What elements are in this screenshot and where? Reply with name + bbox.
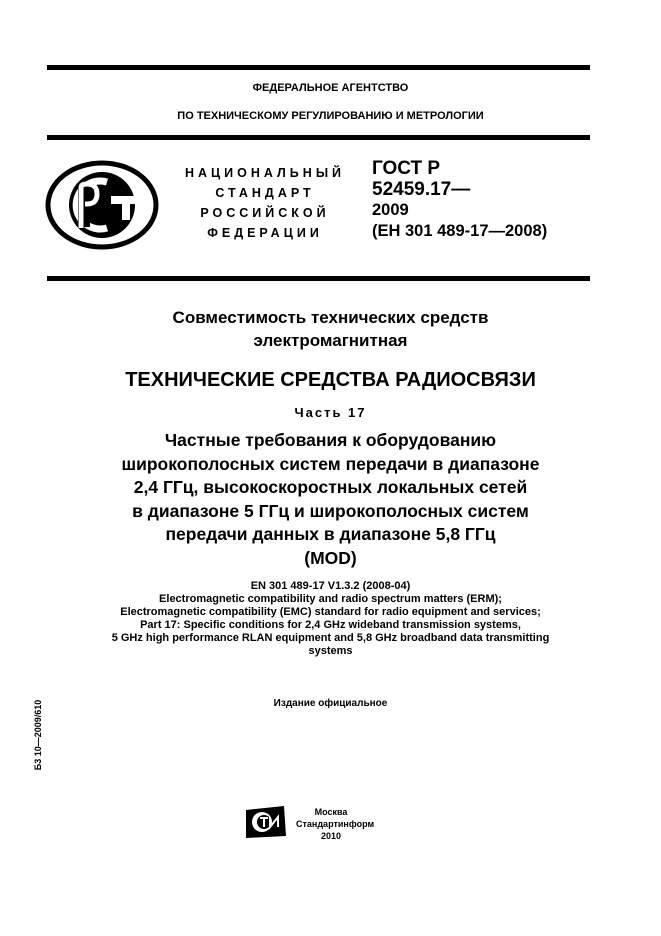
- standard-type: [170, 163, 360, 243]
- title-line: в диапазоне 5 ГГц и широкополосных систем: [132, 500, 529, 521]
- publisher-name: Стандартинформ: [296, 819, 375, 829]
- side-code: Б3 10—2009/610: [33, 699, 43, 771]
- en-line: EN 301 489-17 V1.3.2 (2008-04): [250, 580, 411, 592]
- en-line: Electromagnetic compatibility (EMC) standard for radio equipment and services;: [120, 606, 541, 618]
- standard-type-line: НАЦИОНАЛЬНЫЙ: [184, 166, 346, 180]
- rst-emblem: [45, 160, 160, 250]
- agency-line-2: ПО ТЕХНИЧЕСКОМУ РЕГУЛИРОВАНИЮ И МЕТРОЛОГИИ: [177, 110, 484, 122]
- en-line: systems: [308, 645, 353, 657]
- header-rule: [47, 135, 590, 140]
- en-line: Part 17: Specific conditions for 2,4 GHz wideband transmission systems,: [140, 619, 521, 631]
- designation-rule: [47, 276, 590, 281]
- designation-line: 52459.17—: [372, 179, 471, 200]
- publisher-year: 2010: [320, 831, 342, 841]
- en-line: Electromagnetic compatibility and radio spectrum matters (ERM);: [159, 593, 502, 605]
- title-line: (MOD): [304, 547, 357, 568]
- title-line: широкополосных систем передачи в диапазоне: [121, 453, 540, 474]
- part-title: Часть 17: [294, 405, 367, 420]
- top-rule: [47, 65, 590, 70]
- title-line: Частные требования к оборудованию: [164, 430, 497, 450]
- publisher-imprint: [296, 806, 375, 842]
- standard-type-line: ФЕДЕРАЦИИ: [207, 226, 323, 240]
- title-line: Совместимость технических средств: [172, 308, 489, 327]
- general-title: [0, 306, 661, 352]
- title-line: электромагнитная: [253, 331, 408, 350]
- specific-title: [0, 429, 661, 570]
- main-title: ТЕХНИЧЕСКИЕ СРЕДСТВА РАДИОСВЯЗИ: [125, 369, 536, 391]
- title-line: 2,4 ГГц, высокоскоростных локальных сетей: [133, 477, 528, 497]
- agency-line-1: ФЕДЕРАЛЬНОЕ АГЕНТСТВО: [252, 82, 409, 94]
- publisher-logo: [244, 806, 288, 838]
- edition-label: Издание официальное: [273, 698, 388, 709]
- en-reference: [0, 580, 661, 658]
- standard-type-line: СТАНДАРТ: [215, 186, 315, 200]
- publisher-logo-icon: [244, 806, 288, 838]
- designation-line: (ЕН 301 489-17—2008): [372, 222, 548, 240]
- designation-line: 2009: [372, 201, 409, 219]
- rst-emblem-icon: [45, 160, 160, 250]
- publisher-city: Москва: [314, 807, 348, 817]
- standard-designation: [372, 158, 547, 242]
- designation-line: ГОСТ Р: [372, 158, 441, 179]
- en-line: 5 GHz high performance RLAN equipment and 5,8 GHz broadband data transmitting: [111, 632, 550, 644]
- standard-type-line: РОССИЙСКОЙ: [200, 206, 330, 220]
- title-line: передачи данных в диапазоне 5,8 ГГц: [165, 524, 496, 544]
